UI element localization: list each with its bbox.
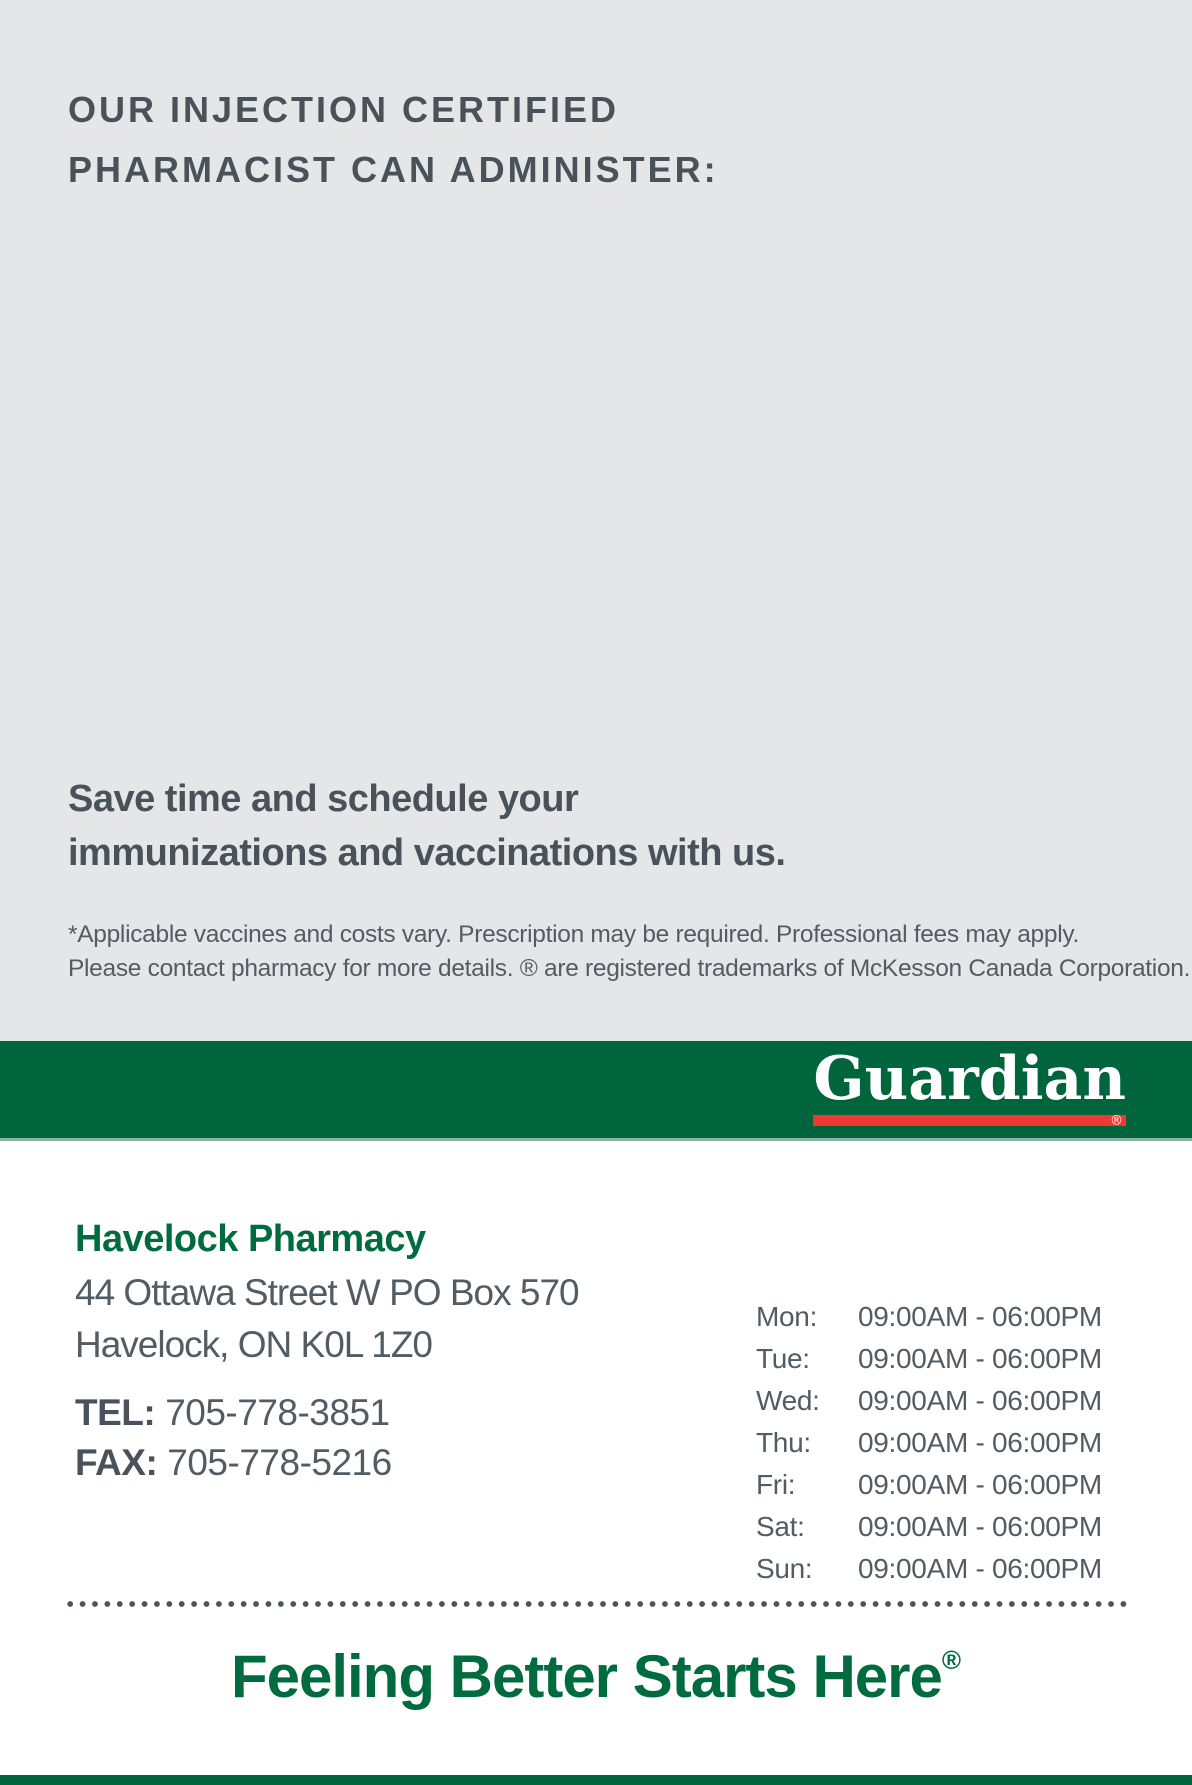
pharmacy-address-line1: 44 Ottawa Street W PO Box 570: [75, 1272, 579, 1313]
guardian-logo-underline: [813, 1115, 1126, 1126]
hours-row-wed: [756, 1380, 1102, 1422]
hours-time: 09:00AM - 06:00PM: [858, 1511, 1102, 1542]
tel-row: [75, 1392, 390, 1434]
hours-time: 09:00AM - 06:00PM: [858, 1385, 1102, 1416]
pharmacy-address-line2: Havelock, ON K0L 1Z0: [75, 1324, 433, 1365]
registered-trademark-icon: ®: [941, 1645, 962, 1675]
hours-day: Tue:: [756, 1343, 810, 1374]
main-heading-line1: OUR INJECTION CERTIFIED: [68, 89, 620, 130]
hours-row-thu: [756, 1422, 1102, 1464]
hours-day: Fri:: [756, 1469, 796, 1500]
guardian-wordmark: Guardian: [813, 1044, 1126, 1114]
hours-time: 09:00AM - 06:00PM: [858, 1427, 1102, 1458]
tagline-text: Feeling Better Starts Here: [230, 1643, 942, 1710]
subheading: [68, 772, 785, 880]
fax-label: FAX:: [75, 1442, 158, 1483]
hours-row-tue: [756, 1338, 1102, 1380]
brand-band: [0, 1041, 1192, 1141]
hours-row-fri: [756, 1464, 1102, 1506]
tel-number: 705-778-3851: [165, 1392, 390, 1433]
registered-trademark-icon: ®: [1110, 1113, 1123, 1128]
tagline: [0, 1642, 1192, 1711]
main-heading-line2: PHARMACIST CAN ADMINISTER:: [68, 149, 719, 190]
guardian-logo: [813, 1044, 1126, 1128]
hours-time: 09:00AM - 06:00PM: [858, 1301, 1102, 1332]
pharmacy-name: Havelock Pharmacy: [75, 1218, 426, 1260]
fax-row: [75, 1442, 392, 1484]
hours-day: Thu:: [756, 1427, 811, 1458]
hours-day: Sat:: [756, 1511, 805, 1542]
main-heading: [68, 80, 719, 200]
hours-row-mon: [756, 1296, 1102, 1338]
fax-number: 705-778-5216: [167, 1442, 392, 1483]
tel-label: TEL:: [75, 1392, 156, 1433]
hours-row-sat: [756, 1506, 1102, 1548]
subheading-line2: immunizations and vaccinations with us.: [68, 832, 786, 874]
hours-day: Wed:: [756, 1385, 820, 1416]
bottom-green-bar: [0, 1775, 1192, 1785]
hours-day: Sun:: [756, 1553, 813, 1584]
hours-time: 09:00AM - 06:00PM: [858, 1469, 1102, 1500]
hours-day: Mon:: [756, 1301, 818, 1332]
disclaimer-line2: Please contact pharmacy for more details. ® are registered trademarks of McKesson Canada Corporation.: [68, 955, 1191, 982]
dotted-divider: [64, 1598, 1128, 1610]
subheading-line1: Save time and schedule your: [68, 778, 579, 820]
disclaimer-text: [68, 918, 1190, 986]
hours-time: 09:00AM - 06:00PM: [858, 1553, 1102, 1584]
disclaimer-line1: *Applicable vaccines and costs vary. Prescription may be required. Professional fees may apply.: [68, 921, 1079, 948]
hours-time: 09:00AM - 06:00PM: [858, 1343, 1102, 1374]
hours-table: [756, 1296, 1102, 1590]
hours-row-sun: [756, 1548, 1102, 1590]
